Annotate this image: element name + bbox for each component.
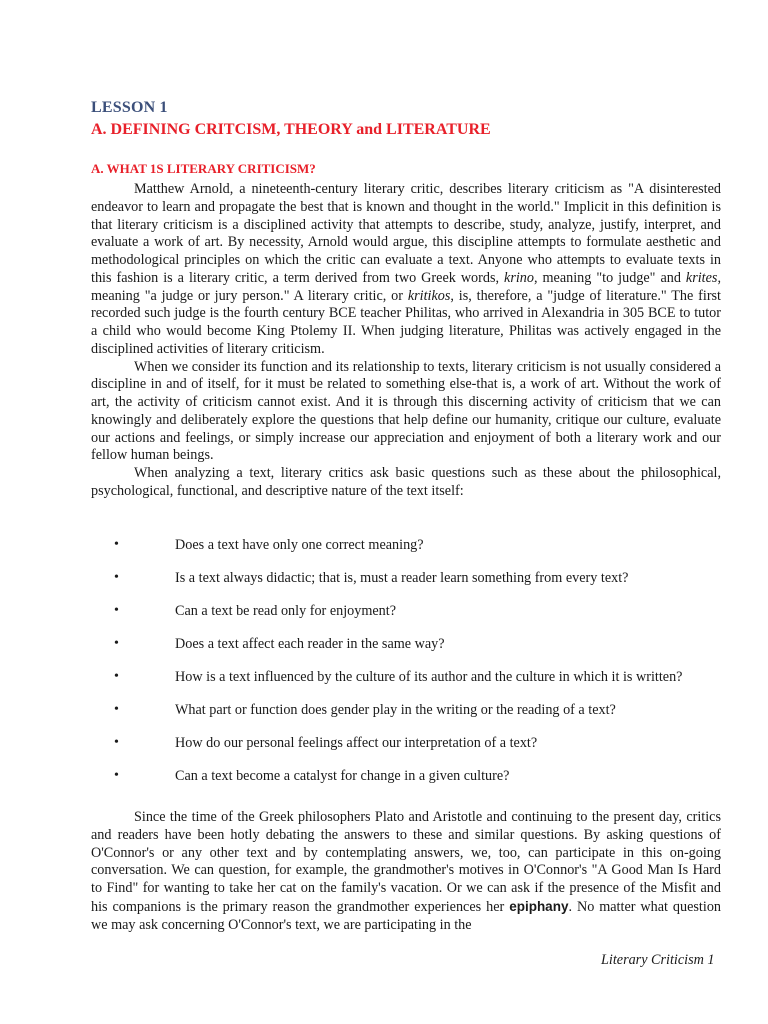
list-item [91,734,731,767]
term-kritikos: kritikos [407,287,451,304]
paragraph-2: When we consider its function and its relationship to texts, literary criticism is not usually considered a discipline in and of itself, for it must be related to something else-that is, a work of art. Without the work of art, the activity of criticism cannot exist. And it is through this discerning activity of criticism that we can knowingly and deliberately explore the questions that help define our humanity, critique our culture, evaluate our actions and feelings, or simply increase our appreciation and enjoyment of both a literary work and our fellow human beings. [91,358,721,464]
intro-body [91,181,721,501]
question-text: How is a text influenced by the culture of its author and the culture in which it is written? [175,669,683,685]
list-item [91,668,731,701]
question-text: Can a text become a catalyst for change in a given culture? [175,768,510,784]
paragraph-1-text-b: , meaning "to judge" and [533,269,686,286]
paragraph-1-text-c: , meaning "a judge or jury person." A literary critic, or [91,269,721,304]
list-item [91,635,731,668]
term-krites: krites [685,269,718,286]
bullet-icon: • [114,636,119,651]
term-epiphany: epiphany [509,898,569,914]
bullet-icon: • [114,702,119,717]
bullet-icon: • [114,735,119,750]
bullet-icon: • [114,603,119,618]
term-krino: krino [504,269,534,286]
bullet-icon: • [114,768,119,783]
section-heading: A. WHAT 1S LITERARY CRITICISM? [91,161,316,176]
paragraph-1-text-a: Matthew Arnold, a nineteenth-century literary critic, describes literary criticism as "A disinterested endeavor to learn and propagate the best that is known and thought in the world." Implicit in this definition is that literary criticism is a disciplined activity that attempts to describe, study, analyze, justify, interpret, and evaluate a work of art. By necessity, Arnold would argue, this discipline attempts to formulate aesthetic and methodological principles on which the critic can evaluate a text. Anyone who attempts to evaluate texts in this fashion is a literary critic, a term derived from two Greek words, [91,181,721,286]
bullet-icon: • [114,669,119,684]
list-item [91,569,731,602]
paragraph-4-text-b: . No matter what question we may ask concerning O'Connor's text, we are participating in the [91,898,722,933]
bullet-icon: • [114,537,119,552]
paragraph-1 [91,181,721,359]
paragraph-1-text-d: , is, therefore, a "judge of literature." The first recorded such judge is the fourth century BCE teacher Philitas, who arrived in Alexandria in 305 BCE to tutor a child who would become King Ptolemy II. When judging literature, Philitas was actively engaged in the disciplined activities of literary criticism. [91,287,722,357]
paragraph-4-text-a: Since the time of the Greek philosophers Plato and Aristotle and continuing to the present day, critics and readers have been hotly debating the answers to these and similar questions. By asking questions of O'Connor's or any other text and by contemplating answers, we, too, can participate in this on-going conversation. We can question, for example, the grandmother's motives in O'Connor's "A Good Man Is Hard to Find" for wanting to take her cat on the family's vacation. Or we can ask if the presence of the Misfit and his companions is the primary reason the grandmother experiences her [91,809,721,915]
list-item [91,536,731,569]
paragraph-4 [91,809,721,934]
lesson-label: LESSON 1 [91,99,168,116]
question-text: What part or function does gender play in the writing or the reading of a text? [175,702,616,718]
question-text: How do our personal feelings affect our interpretation of a text? [175,735,538,751]
list-item [91,767,731,800]
page-footer: Literary Criticism 1 [601,952,715,968]
question-text: Does a text have only one correct meaning? [175,537,424,553]
page-title: A. DEFINING CRITCISM, THEORY and LITERATURE [91,121,491,138]
list-item [91,701,731,734]
question-text: Is a text always didactic; that is, must a reader learn something from every text? [175,570,629,586]
list-item [91,602,731,635]
question-text: Can a text be read only for enjoyment? [175,603,397,619]
paragraph-3: When analyzing a text, literary critics ask basic questions such as these about the philosophical, psychological, functional, and descriptive nature of the text itself: [91,465,721,499]
question-list [91,536,731,800]
question-text: Does a text affect each reader in the same way? [175,636,445,652]
closing-body [91,809,721,934]
bullet-icon: • [114,570,119,585]
